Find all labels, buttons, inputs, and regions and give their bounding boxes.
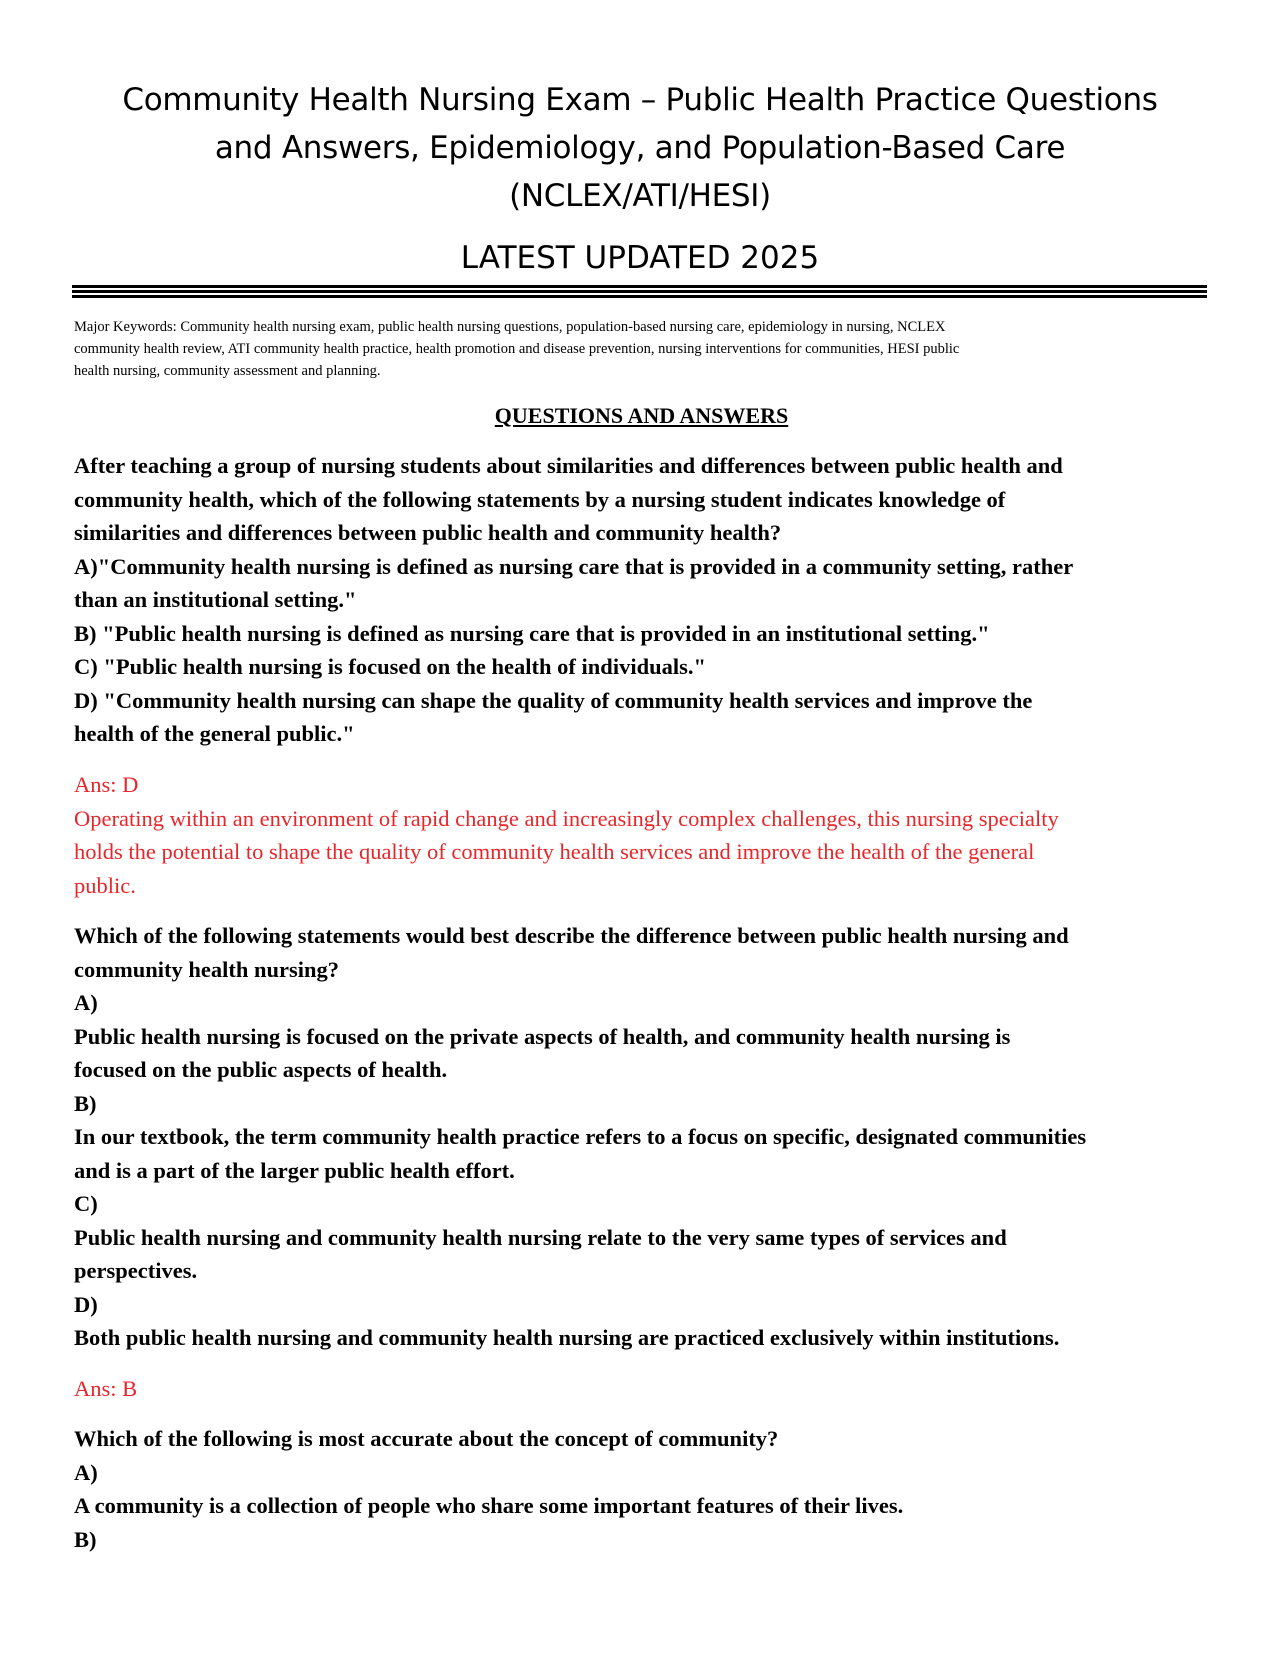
updated-label: LATEST UPDATED 2025 bbox=[460, 240, 820, 276]
divider-line bbox=[72, 290, 1207, 293]
document-title bbox=[70, 76, 1210, 220]
keywords-line: Major Keywords: Community health nursing exam, public health nursing questions, population-based nursing care, epidemiology in nursing, NCLEX bbox=[74, 319, 946, 335]
question-line: community health, which of the following statements by a nursing student indicates knowledge of bbox=[74, 486, 1006, 512]
option-a-label: A) bbox=[74, 990, 98, 1015]
answer-2 bbox=[74, 1372, 1214, 1406]
option-a-text: focused on the public aspects of health. bbox=[74, 1057, 448, 1082]
rationale-line: Operating within an environment of rapid change and increasingly complex challenges, this nursing specialty bbox=[74, 805, 1059, 831]
divider-line bbox=[72, 295, 1207, 298]
question-line: Which of the following statements would best describe the difference between public health nursing and bbox=[74, 923, 1069, 948]
option-b-label: B) bbox=[74, 1526, 97, 1552]
option-b-text: and is a part of the larger public health effort. bbox=[74, 1157, 515, 1183]
keywords-paragraph bbox=[74, 316, 1209, 382]
question-2 bbox=[74, 919, 1214, 1355]
option-b-label: B) bbox=[74, 1090, 97, 1116]
option-a-continued: than an institutional setting." bbox=[74, 587, 357, 612]
answer-label: Ans: D bbox=[74, 772, 139, 797]
section-heading: QUESTIONS AND ANSWERS bbox=[494, 403, 789, 428]
divider-line bbox=[72, 285, 1207, 288]
title-line: (NCLEX/ATI/HESI) bbox=[509, 178, 771, 214]
option-d: D) "Community health nursing can shape the quality of community health services and improve the bbox=[74, 687, 1033, 713]
question-line: community health nursing? bbox=[74, 956, 340, 982]
question-1 bbox=[74, 449, 1214, 751]
option-d-continued: health of the general public." bbox=[74, 721, 355, 746]
option-d-label: D) bbox=[74, 1291, 98, 1317]
title-line: and Answers, Epidemiology, and Population-Based Care bbox=[214, 130, 1066, 166]
answer-label: Ans: B bbox=[74, 1376, 138, 1401]
option-a-text: A community is a collection of people who share some important features of their lives. bbox=[74, 1493, 904, 1518]
rationale-line: holds the potential to shape the quality of community health services and improve the health of the general bbox=[74, 839, 1035, 864]
option-b: B) "Public health nursing is defined as nursing care that is provided in an institutional setting." bbox=[74, 620, 990, 646]
option-c-text: perspectives. bbox=[74, 1258, 198, 1283]
keywords-line: community health review, ATI community health practice, health promotion and disease prevention, nursing interventions for communities, HESI public bbox=[74, 341, 960, 357]
option-a-label: A) bbox=[74, 1459, 98, 1485]
title-line: Community Health Nursing Exam – Public Health Practice Questions bbox=[122, 82, 1158, 118]
option-c: C) "Public health nursing is focused on the health of individuals." bbox=[74, 654, 706, 679]
question-3 bbox=[74, 1422, 1214, 1556]
answer-1 bbox=[74, 768, 1214, 902]
question-line: Which of the following is most accurate about the concept of community? bbox=[74, 1426, 779, 1451]
option-d-text: Both public health nursing and community health nursing are practiced exclusively within institutions. bbox=[74, 1325, 1060, 1350]
option-b-text: In our textbook, the term community health practice refers to a focus on specific, designated communities bbox=[74, 1124, 1087, 1149]
option-a-text: Public health nursing is focused on the private aspects of health, and community health nursing is bbox=[74, 1023, 1011, 1049]
question-line: similarities and differences between public health and community health? bbox=[74, 520, 782, 545]
option-c-text: Public health nursing and community health nursing relate to the very same types of services and bbox=[74, 1224, 1007, 1250]
rationale-line: public. bbox=[74, 872, 136, 898]
option-a: A)"Community health nursing is defined as nursing care that is provided in a community setting, rather bbox=[74, 553, 1074, 579]
question-line: After teaching a group of nursing students about similarities and differences between public health and bbox=[74, 453, 1063, 478]
option-c-label: C) bbox=[74, 1191, 98, 1216]
keywords-line: health nursing, community assessment and planning. bbox=[74, 363, 381, 379]
